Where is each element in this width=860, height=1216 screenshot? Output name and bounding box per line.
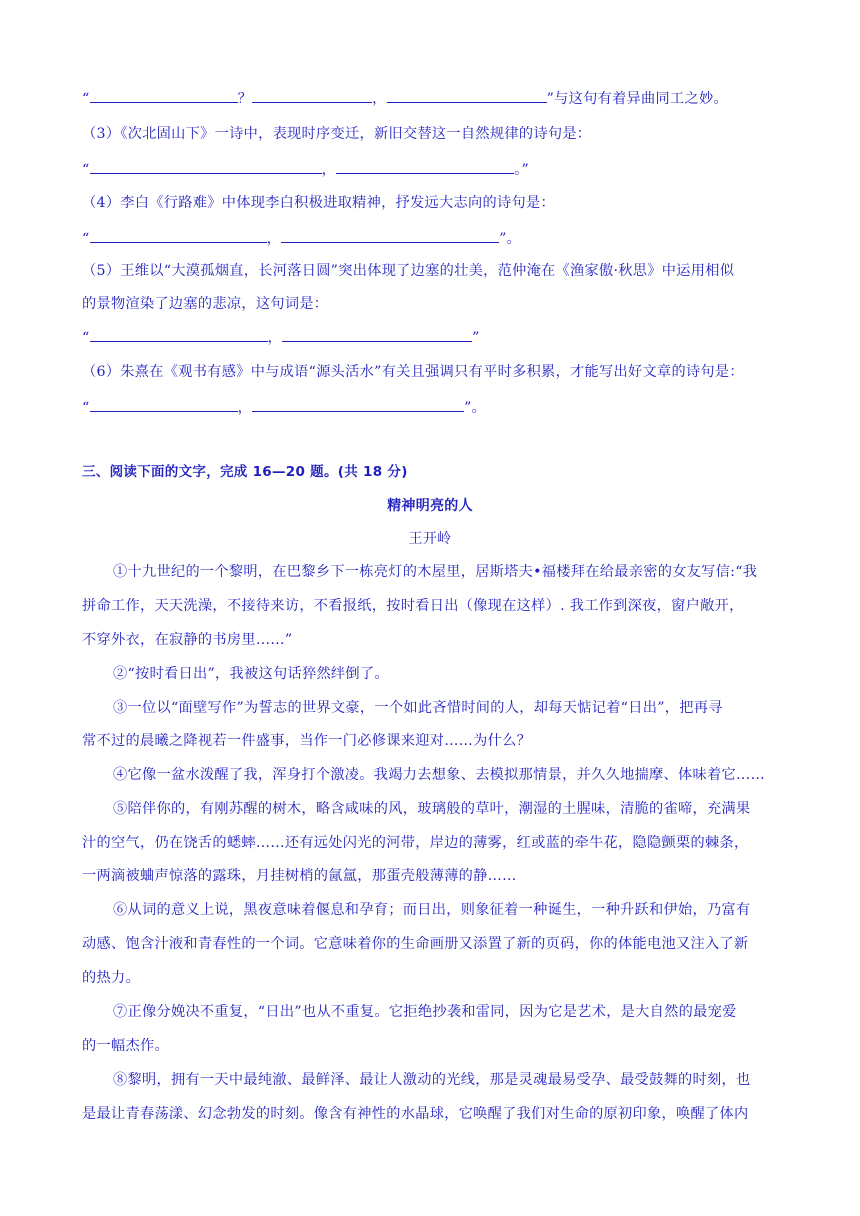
paragraph-line: 的一幅杰作。	[82, 1038, 169, 1054]
separator: ，	[321, 162, 337, 178]
separator: ，	[266, 231, 282, 247]
paragraph-line: ①十九世纪的一个黎明，在巴黎乡下一栋亮灯的木屋里，居斯塔夫•福楼拜在给最亲密的女友写信:“我	[113, 564, 758, 580]
separator: ？	[237, 91, 253, 107]
answer-blank[interactable]	[90, 397, 238, 412]
q-prev-answer-line	[82, 88, 787, 109]
q5-answer-line	[82, 327, 787, 348]
article-author: 王开岭	[408, 531, 452, 547]
paragraph-line: ⑤陪伴你的，有刚苏醒的树木，略含咸味的风，玻璃般的草叶，潮湿的土腥味，清脆的雀啼，充满果	[113, 801, 751, 817]
paragraph-line: ⑥从词的意义上说，黑夜意味着偃息和孕育；而日出，则象征着一种诞生，一种升跃和伊始，乃富有	[113, 902, 751, 918]
close-text: 。”	[514, 162, 530, 178]
open-quote: “	[82, 231, 90, 247]
open-quote: “	[82, 400, 90, 416]
paragraph-line: 一两滴被蛐声惊落的露珠，月挂树梢的氤氲，那蛋壳般薄薄的静……	[82, 868, 517, 884]
answer-blank[interactable]	[281, 228, 499, 243]
close-text: ”与这句有着异曲同工之妙。	[546, 91, 728, 107]
open-quote: “	[82, 330, 90, 346]
q6-prompt: （6）朱熹在《观书有感》中与成语“源头活水”有关且强调只有平时多积累，才能写出好文章的诗句是：	[82, 364, 744, 380]
open-quote: “	[82, 162, 90, 178]
q6-answer-line	[82, 397, 787, 418]
paragraph-line: 拼命工作，天天洗澡，不接待来访，不看报纸，按时看日出（像现在这样）. 我工作到深夜，窗户敞开，	[82, 598, 744, 614]
q3-answer-line	[82, 159, 787, 180]
q4-prompt: （4）李白《行路难》中体现李白积极进取精神，抒发远大志向的诗句是：	[82, 195, 555, 211]
paragraph-line: ⑦正像分娩决不重复，“日出”也从不重复。它拒绝抄袭和雷同，因为它是艺术，是大自然的最宠爱	[113, 1004, 737, 1020]
close-text: ”。	[499, 231, 522, 247]
answer-blank[interactable]	[282, 327, 472, 342]
paragraph-line: ③一位以“面壁写作”为誓志的世界文豪，一个如此吝惜时间的人，却每天惦记着“日出”，把再寻	[113, 700, 723, 716]
separator: ，	[237, 400, 253, 416]
q5-prompt-line2: 的景物渲染了边塞的悲凉，这句词是：	[82, 296, 329, 312]
q5-prompt-line1: （5）王维以“大漠孤烟直，长河落日圆”突出体现了边塞的壮美，范仲淹在《渔家傲·秋思》中运用相似	[82, 263, 735, 279]
answer-blank[interactable]	[387, 88, 547, 103]
answer-blank[interactable]	[90, 159, 322, 174]
separator: ，	[267, 330, 283, 346]
separator: ，	[372, 91, 387, 107]
close-text: ”。	[464, 400, 487, 416]
answer-blank[interactable]	[90, 228, 267, 243]
paragraph-line: 汁的空气，仍在饶舌的蟋蟀……还有远处闪光的河带，岸边的薄雾，红或蓝的牵牛花，隐隐颤栗的棘条，	[82, 835, 749, 851]
q4-answer-line	[82, 228, 787, 249]
paragraph-line: 动感、饱含汁液和青春性的一个词。它意味着你的生命画册又添置了新的页码，你的体能电池又注入了新	[82, 936, 749, 952]
paragraph-line: ⑧黎明，拥有一天中最纯澈、最鲜泽、最让人激动的光线，那是灵魂最易受孕、最受鼓舞的时刻，也	[113, 1072, 751, 1088]
paragraph-line: 的热力。	[82, 970, 140, 986]
paragraph-line: ④它像一盆水泼醒了我，浑身打个激凌。我竭力去想象、去模拟那情景，并久久地揣摩、体味着它……	[113, 767, 765, 783]
answer-blank[interactable]	[90, 88, 238, 103]
paragraph-line: 常不过的晨曦之降视若一件盛事，当作一门必修课来迎对……为什么？	[82, 733, 532, 749]
close-text: ”	[472, 330, 480, 346]
section-heading: 三、阅读下面的文字，完成 16—20 题。(共 18 分)	[82, 464, 408, 480]
answer-blank[interactable]	[90, 327, 268, 342]
open-quote: “	[82, 91, 90, 107]
paragraph-line: 是最让青春荡漾、幻念勃发的时刻。像含有神性的水晶球，它唤醒了我们对生命的原初印象，唤醒了体内	[82, 1106, 749, 1122]
article-title: 精神明亮的人	[387, 498, 473, 514]
answer-blank[interactable]	[252, 397, 464, 412]
answer-blank[interactable]	[252, 88, 372, 103]
paragraph-line: ②“按时看日出”，我被这句话猝然绊倒了。	[113, 666, 389, 682]
paragraph-line: 不穿外衣，在寂静的书房里……”	[82, 632, 293, 648]
answer-blank[interactable]	[336, 159, 514, 174]
q3-prompt: （3）《次北固山下》一诗中，表现时序变迁，新旧交替这一自然规律的诗句是：	[82, 126, 592, 142]
